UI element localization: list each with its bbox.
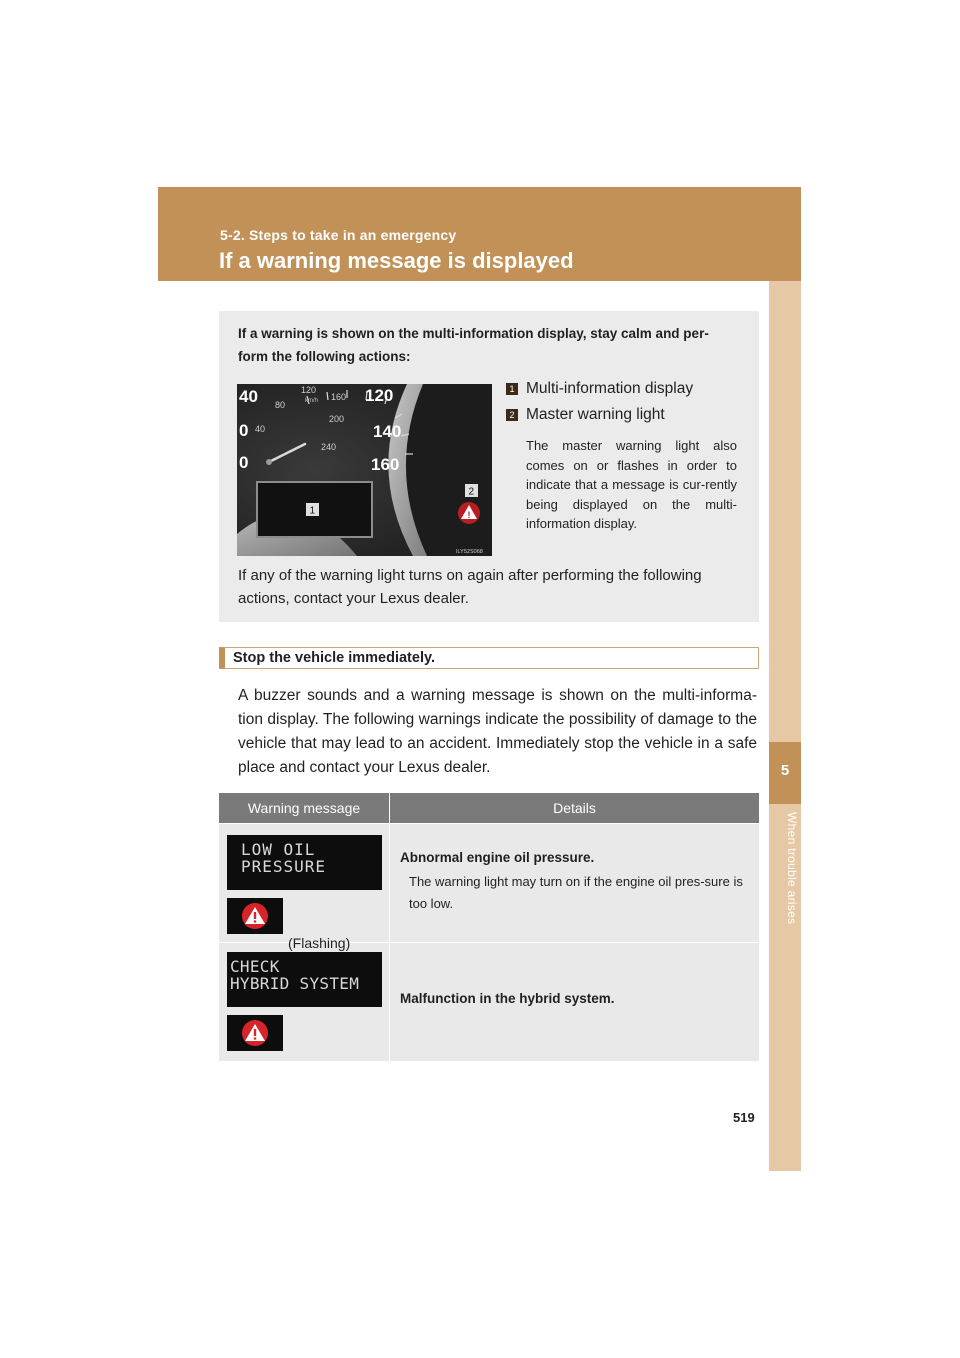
- image-code: ILY52S068: [456, 549, 483, 555]
- warning-message-cell: [219, 824, 390, 951]
- side-band: [769, 281, 801, 1171]
- svg-text:2: 2: [468, 486, 475, 498]
- inner-tick: 240: [321, 442, 337, 452]
- svg-text:!: !: [467, 510, 471, 520]
- unit-label: km/h: [305, 398, 319, 404]
- step-body: A buzzer sounds and a warning message is shown on the multi-informa-tion display. The following warnings indicate the possibility of damage to the vehicle that may lead to an accident. Immediately stop the vehicle in a safe place and contact your Lexus dealer.: [238, 687, 757, 776]
- table-header: [219, 793, 759, 823]
- lcd-message: LOW OIL PRESSURE: [227, 835, 382, 890]
- outer-tick: 0: [239, 453, 249, 472]
- speedometer-illustration: [237, 384, 492, 556]
- column-header-warning-message: Warning message: [219, 793, 390, 823]
- inner-tick: 80: [275, 400, 286, 410]
- intro-footer: If any of the warning light turns on again after performing the following actions, contact your Lexus dealer.: [238, 567, 702, 607]
- warning-table: [219, 793, 759, 1061]
- page-number: 519: [733, 1110, 755, 1125]
- flashing-note: (Flashing): [288, 935, 351, 951]
- page-title: If a warning message is displayed: [219, 248, 574, 273]
- step-heading: Stop the vehicle immediately.: [233, 650, 435, 666]
- callout-master-warning-light: [506, 406, 665, 424]
- callout-label: Multi-information display: [526, 380, 694, 397]
- intro-text: If a warning is shown on the multi-information display, stay calm and per-form the following actions:: [238, 326, 709, 364]
- right-tick: 120: [365, 386, 394, 405]
- callout-number: 2: [506, 409, 518, 421]
- chapter-number: 5: [780, 762, 790, 779]
- master-warning-icon: [227, 1015, 283, 1051]
- outer-tick: 0: [239, 421, 249, 440]
- detail-body: The warning light may turn on if the engine oil pres-sure is too low.: [409, 874, 743, 911]
- inner-tick: 120: [301, 385, 317, 395]
- right-tick: 160: [371, 455, 400, 474]
- detail-title: Abnormal engine oil pressure.: [400, 850, 595, 865]
- chapter-label: When trouble arises: [785, 812, 799, 925]
- lcd-message: CHECK HYBRID SYSTEM: [227, 952, 382, 1007]
- master-warning-icon: [227, 898, 283, 934]
- callout-description: The master warning light also comes on or flashes in order to indicate that a message is cur-rently being displayed on the multi-information display.: [526, 438, 737, 531]
- warning-message-cell: [219, 943, 390, 1061]
- table-row: [219, 823, 759, 951]
- inner-tick: 40: [255, 424, 266, 434]
- column-header-details: Details: [553, 800, 596, 816]
- details-cell: [390, 943, 759, 1061]
- inner-tick: 200: [329, 414, 345, 424]
- right-tick: 140: [373, 422, 402, 441]
- callout-number: 1: [506, 383, 518, 395]
- callout-label: Master warning light: [526, 406, 665, 423]
- table-row: [219, 942, 759, 1061]
- section-label: 5-2. Steps to take in an emergency: [220, 227, 457, 243]
- outer-tick: 40: [239, 387, 258, 406]
- details-cell: [390, 824, 759, 942]
- inner-tick: 160: [331, 392, 347, 402]
- svg-text:1: 1: [309, 505, 316, 517]
- callout-multi-information-display: [506, 380, 693, 398]
- detail-title: Malfunction in the hybrid system.: [400, 991, 615, 1006]
- instrument-cluster-image: [237, 384, 492, 556]
